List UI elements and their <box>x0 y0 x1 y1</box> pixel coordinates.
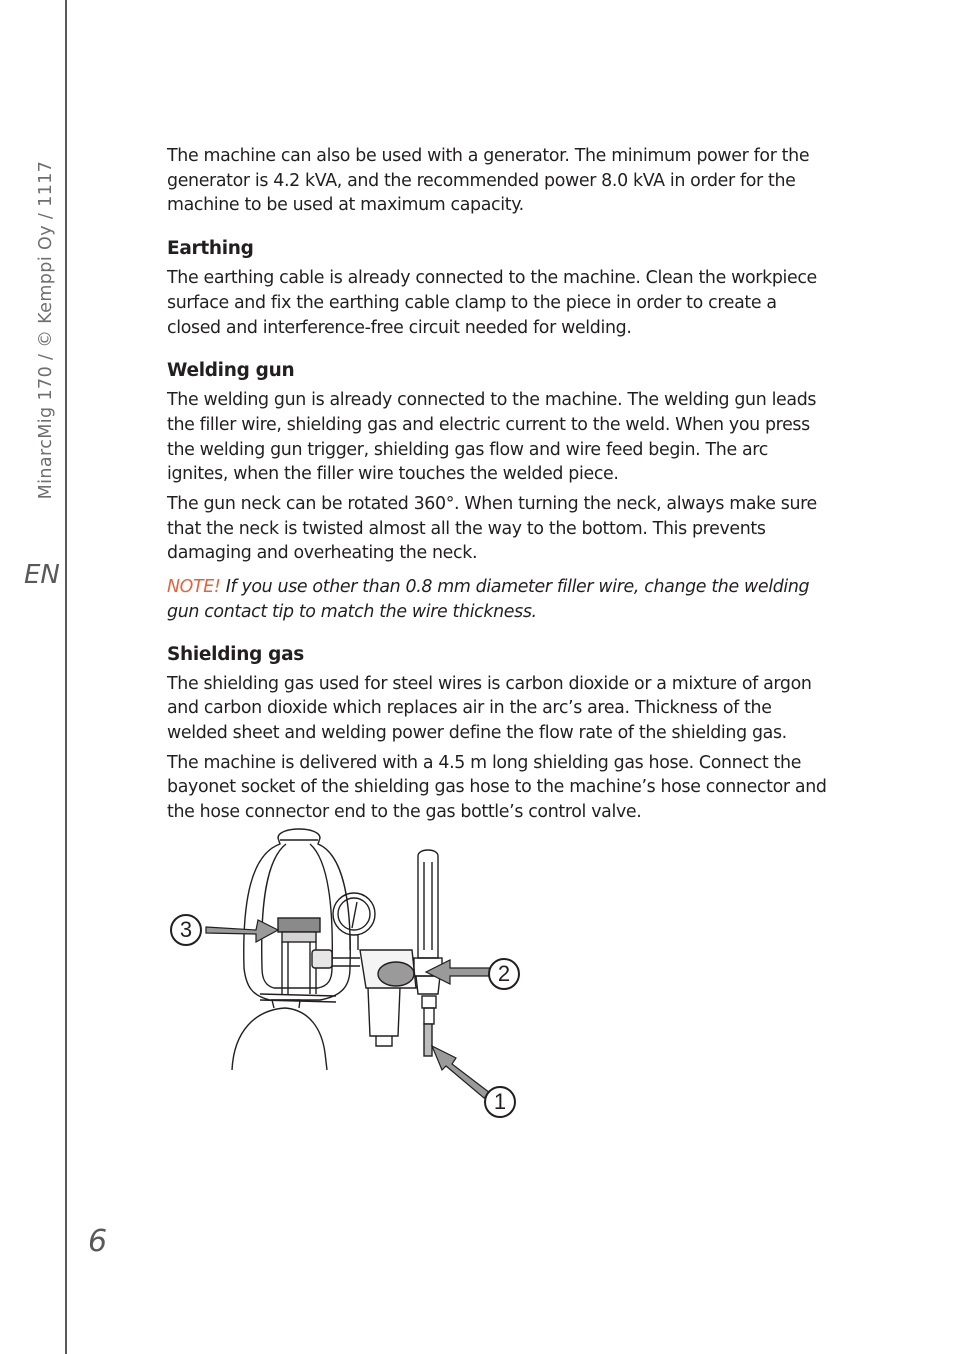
main-content <box>167 144 827 830</box>
earthing-heading: Earthing <box>167 238 254 260</box>
welding-gun-paragraph-2: The gun neck can be rotated 360°. When turning the neck, always make sure that the neck is twisted almost all the way to the bottom. This prevents damaging and overheating the neck. <box>167 494 817 564</box>
shielding-gas-paragraph-2: The machine is delivered with a 4.5 m long shielding gas hose. Connect the bayonet socket of the shielding gas hose to the machine’s hose connector and the hose connector end to the gas bottle’s control valve. <box>167 752 827 823</box>
callout-2: 2 <box>488 958 520 990</box>
shielding-gas-paragraph-1: The shielding gas used for steel wires is carbon dioxide or a mixture of argon and carbon dioxide which replaces air in the arc’s area. Thickness of the welded sheet and welding power define the flow rate of the shielding gas. <box>167 673 812 743</box>
callout-3: 3 <box>170 914 202 946</box>
welding-gun-paragraph-1: The welding gun is already connected to the machine. The welding gun leads the filler wire, shielding gas and electric current to the weld. When you press the welding gun trigger, shielding gas flow and wire feed begin. The arc ignites, when the filler wire touches the welded piece. <box>167 390 817 485</box>
side-running-title: MinarcMig 170 / © Kemppi Oy / 1117 <box>36 160 56 500</box>
margin-rule <box>65 0 67 1354</box>
page-number: 6 <box>88 1224 108 1259</box>
welding-gun-heading: Welding gun <box>167 360 295 382</box>
earthing-paragraph: The earthing cable is already connected to the machine. Clean the workpiece surface and fix the earthing cable clamp to the piece in order to create a closed and interference-free circuit needed for welding. <box>167 268 817 338</box>
note-label: NOTE! <box>167 577 221 598</box>
language-tag: EN <box>24 560 60 590</box>
welding-gun-note <box>167 575 827 624</box>
shielding-gas-heading: Shielding gas <box>167 643 305 665</box>
intro-paragraph: The machine can also be used with a generator. The minimum power for the generator is 4.2 kVA, and the recommended power 8.0 kVA in order for the machine to be used at maximum capacity. <box>167 146 810 216</box>
gas-bottle-illustration <box>160 818 540 1128</box>
callout-1: 1 <box>484 1086 516 1118</box>
note-text: If you use other than 0.8 mm diameter filler wire, change the welding gun contact tip to match the wire thickness. <box>167 577 810 622</box>
gas-bottle-drawing <box>160 818 540 1128</box>
